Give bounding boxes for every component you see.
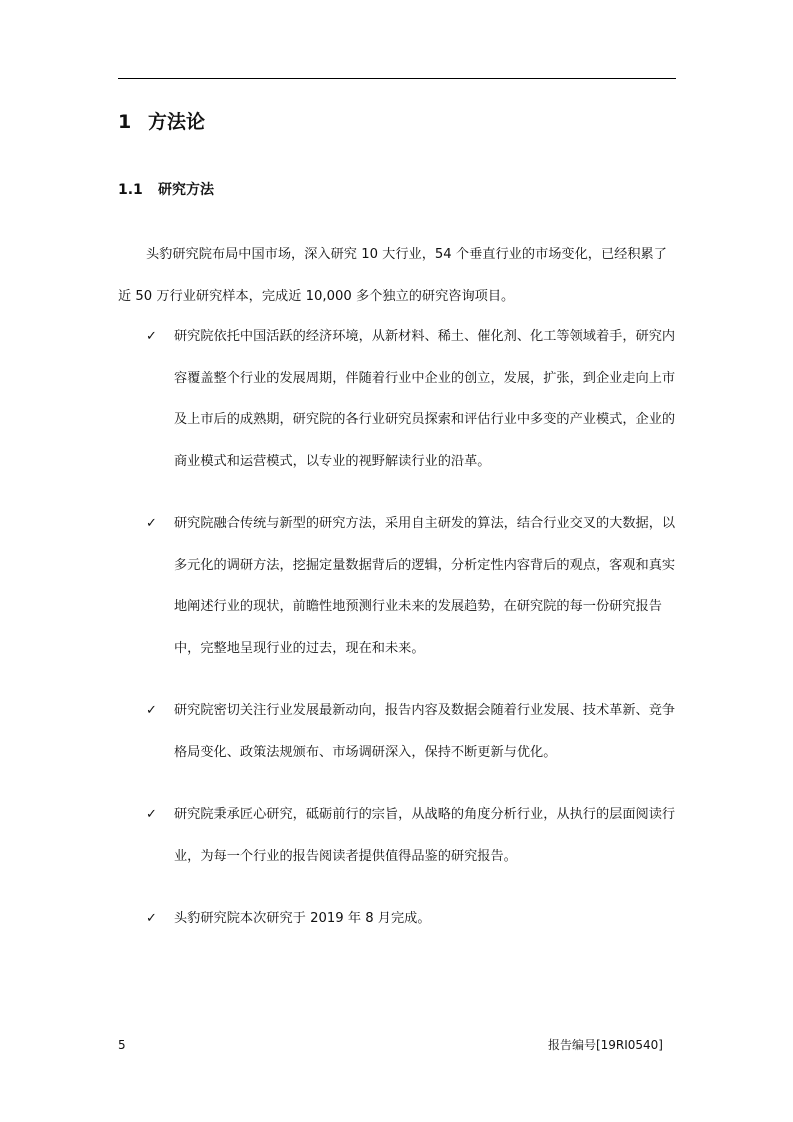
check-icon: ✓: [146, 329, 157, 344]
check-icon: ✓: [146, 516, 157, 531]
method-bullet-item: [118, 316, 678, 482]
subsection-heading: [118, 179, 214, 201]
method-bullet-item: [118, 503, 678, 669]
page-number: 5: [118, 1038, 126, 1052]
method-bullet-text: 研究院依托中国活跃的经济环境，从新材料、稀土、催化剂、化工等领域着手，研究内容覆盖整个行业的发展周期，伴随着行业中企业的创立，发展，扩张，到企业走向上市及上市后的成熟期，研究院的各行业研究员探索和评估行业中多变的产业模式，企业的商业模式和运营模式，以专业的视野解读行业的沿革。: [174, 329, 676, 469]
method-bullet-text: 研究院秉承匠心研究，砥砺前行的宗旨，从战略的角度分析行业，从执行的层面阅读行业，为每一个行业的报告阅读者提供值得品鉴的研究报告。: [174, 807, 676, 864]
section-number: 1: [118, 111, 132, 133]
method-bullet-text: 头豹研究院本次研究于 2019 年 8 月完成。: [174, 911, 431, 926]
check-icon: ✓: [146, 807, 157, 822]
method-bullet-list: [118, 316, 678, 961]
section-heading: [118, 108, 205, 136]
method-bullet-item: [118, 690, 678, 773]
method-bullet-text: 研究院融合传统与新型的研究方法，采用自主研发的算法，结合行业交叉的大数据，以多元化的调研方法，挖掘定量数据背后的逻辑，分析定性内容背后的观点，客观和真实地阐述行业的现状，前瞻性地预测行业未来的发展趋势，在研究院的每一份研究报告中，完整地呈现行业的过去，现在和未来。: [174, 516, 676, 656]
header-divider: [118, 78, 676, 79]
check-icon: ✓: [146, 703, 157, 718]
subsection-number: 1.1: [118, 182, 143, 198]
subsection-title: 研究方法: [158, 182, 214, 198]
method-bullet-text: 研究院密切关注行业发展最新动向，报告内容及数据会随着行业发展、技术革新、竞争格局变化、政策法规颁布、市场调研深入，保持不断更新与优化。: [174, 703, 676, 760]
section-title: 方法论: [148, 111, 206, 133]
method-bullet-item: [118, 794, 678, 877]
intro-paragraph: 头豹研究院布局中国市场，深入研究 10 大行业，54 个垂直行业的市场变化，已经积累了近 50 万行业研究样本，完成近 10,000 多个独立的研究咨询项目。: [118, 247, 667, 304]
report-code: 报告编号[19RI0540]: [547, 1038, 663, 1052]
check-icon: ✓: [146, 911, 157, 926]
method-bullet-item: [118, 898, 678, 940]
